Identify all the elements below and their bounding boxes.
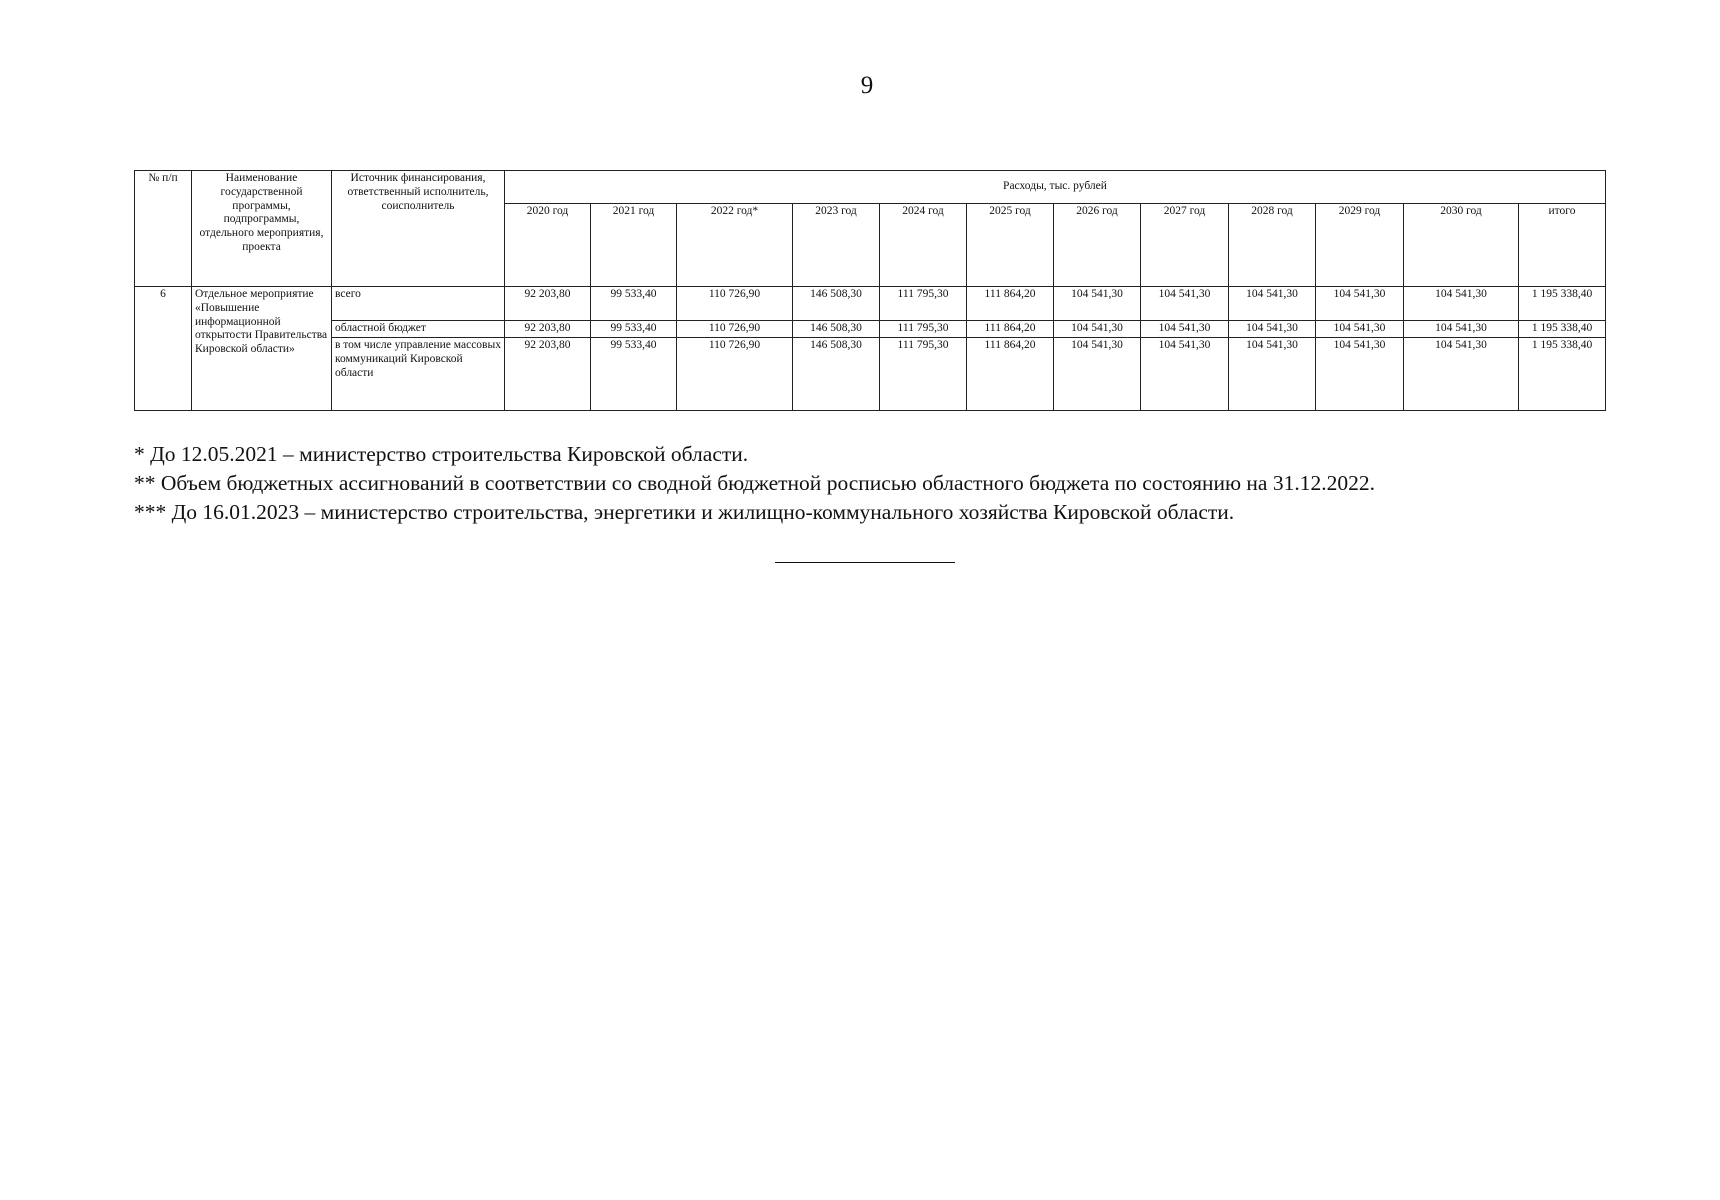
value-cell: 104 541,30: [1229, 338, 1316, 411]
value-cell: 146 508,30: [793, 287, 880, 321]
header-year: 2023 год: [793, 204, 880, 287]
value-cell: 99 533,40: [591, 321, 677, 338]
footnote: *** До 16.01.2023 – министерство строительства, энергетики и жилищно-коммунального хозяйства Кировской области.: [134, 500, 1235, 524]
total-cell: 1 195 338,40: [1519, 321, 1606, 338]
value-cell: 99 533,40: [591, 338, 677, 411]
value-cell: 111 795,30: [880, 287, 967, 321]
value-cell: 104 541,30: [1404, 338, 1519, 411]
header-source: Источник финансирования, ответственный исполнитель, соисполнитель: [332, 171, 505, 287]
header-year: 2021 год: [591, 204, 677, 287]
value-cell: 111 864,20: [967, 321, 1054, 338]
header-year: 2025 год: [967, 204, 1054, 287]
value-cell: 92 203,80: [505, 287, 591, 321]
value-cell: 110 726,90: [677, 338, 793, 411]
header-name: Наименование государственной программы, подпрограммы, отдельного мероприятия, проекта: [192, 171, 332, 287]
value-cell: 104 541,30: [1229, 287, 1316, 321]
header-expenses: Расходы, тыс. рублей: [505, 171, 1606, 204]
value-cell: 110 726,90: [677, 287, 793, 321]
value-cell: 104 541,30: [1316, 338, 1404, 411]
value-cell: 104 541,30: [1141, 338, 1229, 411]
value-cell: 104 541,30: [1141, 321, 1229, 338]
source-cell: всего: [332, 287, 505, 321]
value-cell: 104 541,30: [1404, 321, 1519, 338]
value-cell: 104 541,30: [1404, 287, 1519, 321]
header-year: 2020 год: [505, 204, 591, 287]
value-cell: 110 726,90: [677, 321, 793, 338]
table-row: [135, 287, 1606, 321]
source-cell: областной бюджет: [332, 321, 505, 338]
header-year: 2030 год: [1404, 204, 1519, 287]
budget-table: [134, 170, 1606, 411]
value-cell: 146 508,30: [793, 321, 880, 338]
footnote: * До 12.05.2021 – министерство строительства Кировской области.: [134, 442, 749, 466]
row-number: 6: [135, 287, 192, 411]
table-row: [135, 321, 1606, 338]
value-cell: 104 541,30: [1054, 338, 1141, 411]
source-cell: в том числе управление массовых коммуникаций Кировской области: [332, 338, 505, 411]
value-cell: 104 541,30: [1054, 321, 1141, 338]
header-year: 2022 год*: [677, 204, 793, 287]
total-cell: 1 195 338,40: [1519, 287, 1606, 321]
row-name: Отдельное мероприятие «Повышение информационной открытости Правительства Кировской области»: [192, 287, 332, 411]
value-cell: 104 541,30: [1229, 321, 1316, 338]
end-rule: [775, 562, 955, 563]
header-year: 2024 год: [880, 204, 967, 287]
value-cell: 111 795,30: [880, 338, 967, 411]
header-year: 2029 год: [1316, 204, 1404, 287]
value-cell: 111 864,20: [967, 287, 1054, 321]
footnote: ** Объем бюджетных ассигнований в соответствии со сводной бюджетной росписью областного бюджета по состоянию на 31.12.2022.: [134, 471, 1375, 495]
value-cell: 92 203,80: [505, 338, 591, 411]
value-cell: 104 541,30: [1316, 287, 1404, 321]
table-row: [135, 338, 1606, 411]
header-year: 2026 год: [1054, 204, 1141, 287]
value-cell: 146 508,30: [793, 338, 880, 411]
header-num: № п/п: [135, 171, 192, 287]
page-number: 9: [860, 72, 874, 99]
header-year: 2027 год: [1141, 204, 1229, 287]
total-cell: 1 195 338,40: [1519, 338, 1606, 411]
value-cell: 104 541,30: [1141, 287, 1229, 321]
value-cell: 111 864,20: [967, 338, 1054, 411]
value-cell: 92 203,80: [505, 321, 591, 338]
value-cell: 111 795,30: [880, 321, 967, 338]
value-cell: 104 541,30: [1316, 321, 1404, 338]
footnotes: [134, 440, 1634, 527]
header-year: 2028 год: [1229, 204, 1316, 287]
value-cell: 104 541,30: [1054, 287, 1141, 321]
value-cell: 99 533,40: [591, 287, 677, 321]
header-total: итого: [1519, 204, 1606, 287]
